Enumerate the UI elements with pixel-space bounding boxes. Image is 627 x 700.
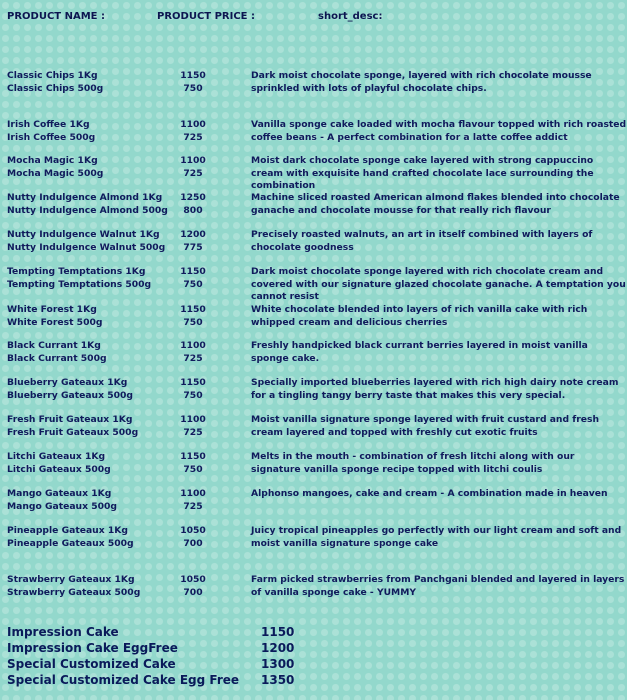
- price-1kg: 1100: [180, 155, 206, 166]
- product-price-cell: [176, 525, 210, 550]
- price-1kg: 1050: [180, 574, 206, 585]
- product-name-500g: Black Currant 500g: [7, 352, 107, 364]
- price-500g: 725: [183, 500, 203, 512]
- product-price-cell: [176, 155, 210, 180]
- product-price-cell: [176, 119, 210, 144]
- product-name-cell: [7, 192, 175, 217]
- product-price-cell: [176, 229, 210, 254]
- product-price-cell: [176, 340, 210, 365]
- special-cake-row: [7, 624, 617, 640]
- price-500g: 700: [183, 537, 203, 549]
- product-description: Vanilla sponge cake loaded with mocha flavour topped with rich roasted coffee beans - A perfect combination for a latte coffee addict: [251, 119, 627, 143]
- special-cake-price: 1350: [261, 673, 295, 687]
- price-1kg: 1100: [180, 488, 206, 499]
- product-name-header: PRODUCT NAME :: [7, 11, 105, 22]
- special-cakes-list: [7, 624, 617, 688]
- price-1kg: 1150: [180, 266, 206, 277]
- product-name-1kg: Blueberry Gateaux 1Kg: [7, 377, 128, 388]
- product-description: Specially imported blueberries layered with rich high dairy note cream for a tingling tangy berry taste that makes this very special.: [251, 377, 619, 401]
- price-500g: 725: [183, 426, 203, 438]
- price-1kg: 1150: [180, 304, 206, 315]
- product-name-500g: Strawberry Gateaux 500g: [7, 586, 141, 598]
- product-name-500g: Tempting Temptations 500g: [7, 278, 152, 290]
- product-name-cell: [7, 525, 175, 550]
- product-name-1kg: Tempting Temptations 1Kg: [7, 266, 146, 277]
- product-name-1kg: Pineapple Gateaux 1Kg: [7, 525, 128, 536]
- price-500g: 750: [183, 463, 203, 475]
- product-name-cell: [7, 488, 175, 513]
- product-name-cell: [7, 414, 175, 439]
- product-price-cell: [176, 192, 210, 217]
- product-price-cell: [176, 488, 210, 513]
- price-1kg: 1100: [180, 414, 206, 425]
- product-name-cell: [7, 340, 175, 365]
- product-name-500g: Nutty Indulgence Walnut 500g: [7, 241, 166, 253]
- product-name-cell: [7, 304, 175, 329]
- product-name-cell: [7, 574, 175, 599]
- product-name-500g: Nutty Indulgence Almond 500g: [7, 204, 168, 216]
- product-name-1kg: Classic Chips 1Kg: [7, 70, 98, 81]
- product-price-cell: [176, 70, 210, 95]
- product-description: Dark moist chocolate sponge, layered with rich chocolate mousse sprinkled with lots of playful chocolate chips.: [251, 70, 592, 94]
- price-1kg: 1250: [180, 192, 206, 203]
- price-500g: 775: [183, 241, 203, 253]
- product-name-500g: Litchi Gateaux 500g: [7, 463, 111, 475]
- product-name-cell: [7, 70, 175, 95]
- product-name-500g: Pineapple Gateaux 500g: [7, 537, 134, 549]
- product-price-cell: [176, 377, 210, 402]
- product-description: Juicy tropical pineapples go perfectly with our light cream and soft and moist vanilla signature sponge cake: [251, 525, 622, 549]
- special-cake-name: Special Customized Cake: [7, 657, 176, 671]
- product-name-1kg: Fresh Fruit Gateaux 1Kg: [7, 414, 133, 425]
- product-name-1kg: Mango Gateaux 1Kg: [7, 488, 112, 499]
- product-name-500g: White Forest 500g: [7, 316, 103, 328]
- product-name-cell: [7, 451, 175, 476]
- product-name-500g: Fresh Fruit Gateaux 500g: [7, 426, 139, 438]
- product-name-1kg: Irish Coffee 1Kg: [7, 119, 90, 130]
- product-description: Freshly handpicked black currant berries layered in moist vanilla sponge cake.: [251, 340, 588, 364]
- product-description: Farm picked strawberries from Panchgani blended and layered in layers of vanilla sponge cake - YUMMY: [251, 574, 625, 598]
- product-name-cell: [7, 155, 175, 180]
- product-price-cell: [176, 304, 210, 329]
- product-name-cell: [7, 119, 175, 144]
- special-cake-price: 1200: [261, 641, 295, 655]
- product-description: White chocolate blended into layers of rich vanilla cake with rich whipped cream and delicious cherries: [251, 304, 588, 328]
- price-500g: 700: [183, 586, 203, 598]
- special-cake-price: 1300: [261, 657, 295, 671]
- product-price-cell: [176, 451, 210, 476]
- price-1kg: 1100: [180, 119, 206, 130]
- price-1kg: 1200: [180, 229, 206, 240]
- price-500g: 800: [183, 204, 203, 216]
- price-500g: 725: [183, 131, 203, 143]
- product-name-1kg: White Forest 1Kg: [7, 304, 97, 315]
- price-500g: 750: [183, 278, 203, 290]
- product-description: Precisely roasted walnuts, an art in itself combined with layers of chocolate goodness: [251, 229, 593, 253]
- special-cake-name: Impression Cake: [7, 625, 119, 639]
- special-cake-row: [7, 656, 617, 672]
- price-500g: 725: [183, 352, 203, 364]
- product-description: Machine sliced roasted American almond flakes blended into chocolate ganache and chocolate mousse for that really rich flavour: [251, 192, 620, 216]
- price-500g: 725: [183, 167, 203, 179]
- price-1kg: 1150: [180, 377, 206, 388]
- short-desc-header: short_desc:: [318, 11, 383, 22]
- product-description: Dark moist chocolate sponge layered with rich chocolate cream and covered with our signature glazed chocolate ganache. A temptation you cannot resist: [251, 266, 626, 302]
- product-description: Moist vanilla signature sponge layered with fruit custard and fresh cream layered and topped with freshly cut exotic fruits: [251, 414, 600, 438]
- special-cake-row: [7, 672, 617, 688]
- price-1kg: 1100: [180, 340, 206, 351]
- product-price-header: PRODUCT PRICE :: [157, 11, 255, 22]
- product-description: Melts in the mouth - combination of fresh litchi along with our signature vanilla sponge recipe topped with litchi coulis: [251, 451, 575, 475]
- product-name-1kg: Strawberry Gateaux 1Kg: [7, 574, 135, 585]
- product-name-1kg: Nutty Indulgence Almond 1Kg: [7, 192, 163, 203]
- product-price-cell: [176, 574, 210, 599]
- product-description: Moist dark chocolate sponge cake layered with strong cappuccino cream with exquisite hand crafted chocolate lace surrounding the combination: [251, 155, 594, 191]
- price-500g: 750: [183, 316, 203, 328]
- product-name-cell: [7, 229, 175, 254]
- product-name-500g: Irish Coffee 500g: [7, 131, 96, 143]
- product-name-1kg: Nutty Indulgence Walnut 1Kg: [7, 229, 160, 240]
- price-1kg: 1150: [180, 451, 206, 462]
- price-1kg: 1150: [180, 70, 206, 81]
- price-1kg: 1050: [180, 525, 206, 536]
- product-description: Alphonso mangoes, cake and cream - A combination made in heaven: [251, 488, 608, 499]
- product-name-500g: Mango Gateaux 500g: [7, 500, 117, 512]
- product-name-1kg: Black Currant 1Kg: [7, 340, 101, 351]
- special-cake-name: Special Customized Cake Egg Free: [7, 673, 240, 687]
- product-name-cell: [7, 266, 175, 291]
- product-name-500g: Classic Chips 500g: [7, 82, 104, 94]
- product-name-cell: [7, 377, 175, 402]
- special-cake-name: Impression Cake EggFree: [7, 641, 178, 655]
- special-cake-row: [7, 640, 617, 656]
- product-name-500g: Mocha Magic 500g: [7, 167, 104, 179]
- product-name-500g: Blueberry Gateaux 500g: [7, 389, 133, 401]
- product-name-1kg: Litchi Gateaux 1Kg: [7, 451, 106, 462]
- price-500g: 750: [183, 389, 203, 401]
- product-name-1kg: Mocha Magic 1Kg: [7, 155, 98, 166]
- product-price-cell: [176, 414, 210, 439]
- price-500g: 750: [183, 82, 203, 94]
- product-price-cell: [176, 266, 210, 291]
- special-cake-price: 1150: [261, 625, 295, 639]
